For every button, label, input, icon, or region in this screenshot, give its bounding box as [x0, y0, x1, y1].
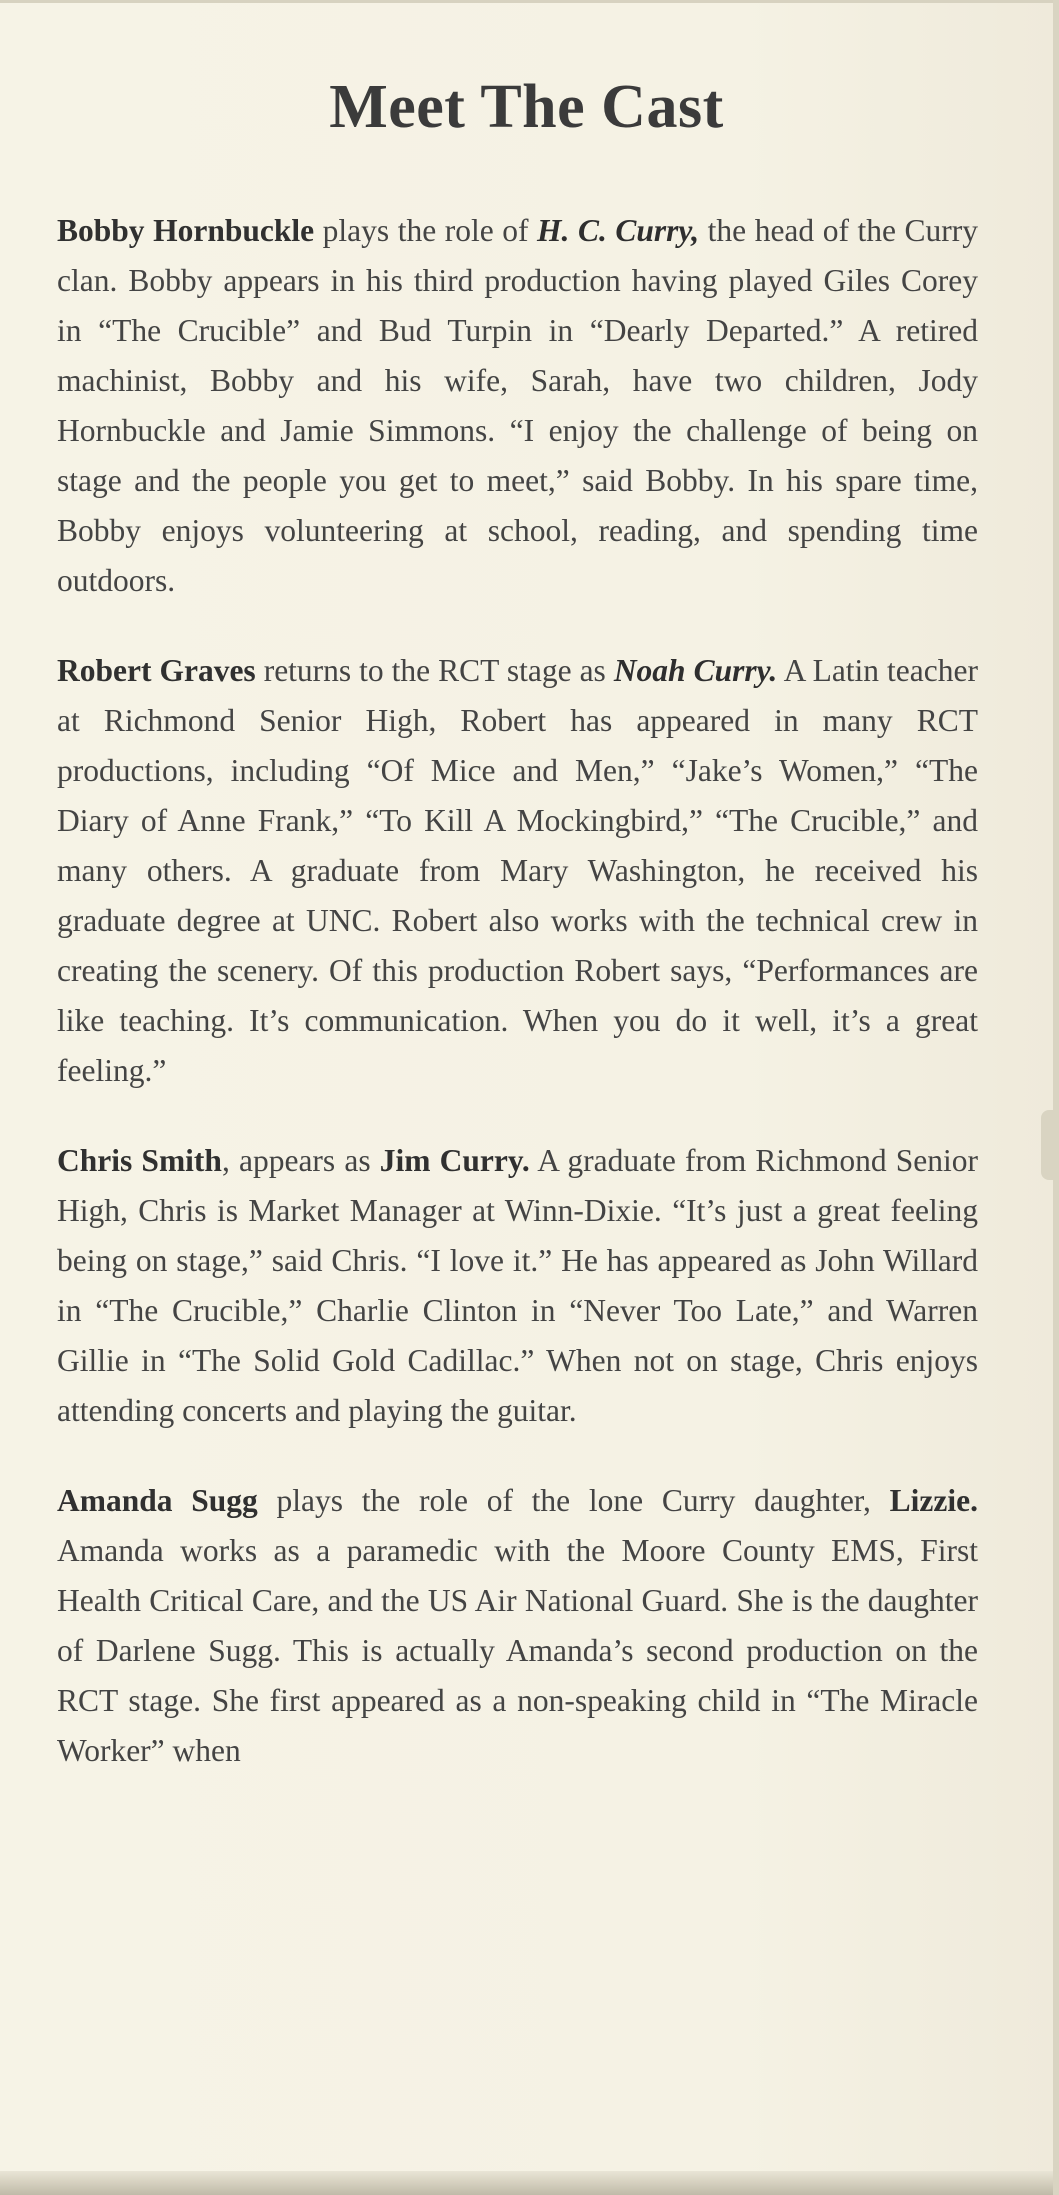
actor-name: Robert Graves: [57, 653, 256, 688]
role-name: Noah Curry.: [613, 653, 778, 688]
page-top-edge: [0, 0, 1053, 3]
bio-text: plays the role of the lone Curry daughter,: [257, 1483, 890, 1518]
actor-name: Amanda Sugg: [57, 1483, 258, 1518]
page-title: Meet The Cast: [329, 73, 724, 141]
actor-name: Chris Smith: [57, 1143, 222, 1178]
bio-text: the head of the Curry clan. Bobby appears in his third production having played Giles Corey in “The Crucible” and Bud Turpin in “Dearly Departed.” A retired machinist, Bobby and his wife, Sarah, have two children, Jody Hornbuckle and Jamie Simmons. “I enjoy the challenge of being on stage and the people you get to meet,” said Bobby. In his spare time, Bobby enjoys volunteering at school, reading, and spending time outdoors.: [57, 213, 978, 598]
bio-text: A Latin teacher at Richmond Senior High, Robert has appeared in many RCT productions, including “Of Mice and Men,” “Jake’s Women,” “The Diary of Anne Frank,” “To Kill A Mockingbird,” “The Crucible,” and many others. A graduate from Mary Washington, he received his graduate degree at UNC. Robert also works with the technical crew in creating the scenery. Of this production Robert says, “Performances are like teaching. It’s communication. When you do it well, it’s a great feeling.”: [57, 653, 978, 1088]
actor-name: Bobby Hornbuckle: [57, 213, 315, 248]
bio-amanda-sugg: [57, 1476, 978, 1776]
bio-chris-smith: [57, 1136, 978, 1436]
page-edge-nick: [1041, 1110, 1055, 1180]
bio-text: Amanda works as a paramedic with the Moore County EMS, First Health Critical Care, and the US Air National Guard. She is the daughter of Darlene Sugg. This is actually Amanda’s second production on the RCT stage. She first appeared as a non-speaking child in “The Miracle Worker” when: [57, 1533, 978, 1768]
bio-robert-graves: [57, 646, 978, 1096]
cast-bios: [57, 206, 978, 1816]
bio-text: , appears as: [221, 1143, 380, 1178]
role-name: Jim Curry.: [379, 1143, 530, 1178]
bio-bobby-hornbuckle: [57, 206, 978, 606]
page-bottom-edge: [0, 2171, 1053, 2195]
role-name: Lizzie.: [889, 1483, 978, 1518]
bio-text: returns to the RCT stage as: [255, 653, 614, 688]
bio-text: A graduate from Richmond Senior High, Chris is Market Manager at Winn-Dixie. “It’s just a great feeling being on stage,” said Chris. “I love it.” He has appeared as John Willard in “The Crucible,” Charlie Clinton in “Never Too Late,” and Warren Gillie in “The Solid Gold Cadillac.” When not on stage, Chris enjoys attending concerts and playing the guitar.: [57, 1143, 979, 1428]
bio-text: plays the role of: [314, 213, 538, 248]
role-name: H. C. Curry,: [537, 213, 700, 248]
